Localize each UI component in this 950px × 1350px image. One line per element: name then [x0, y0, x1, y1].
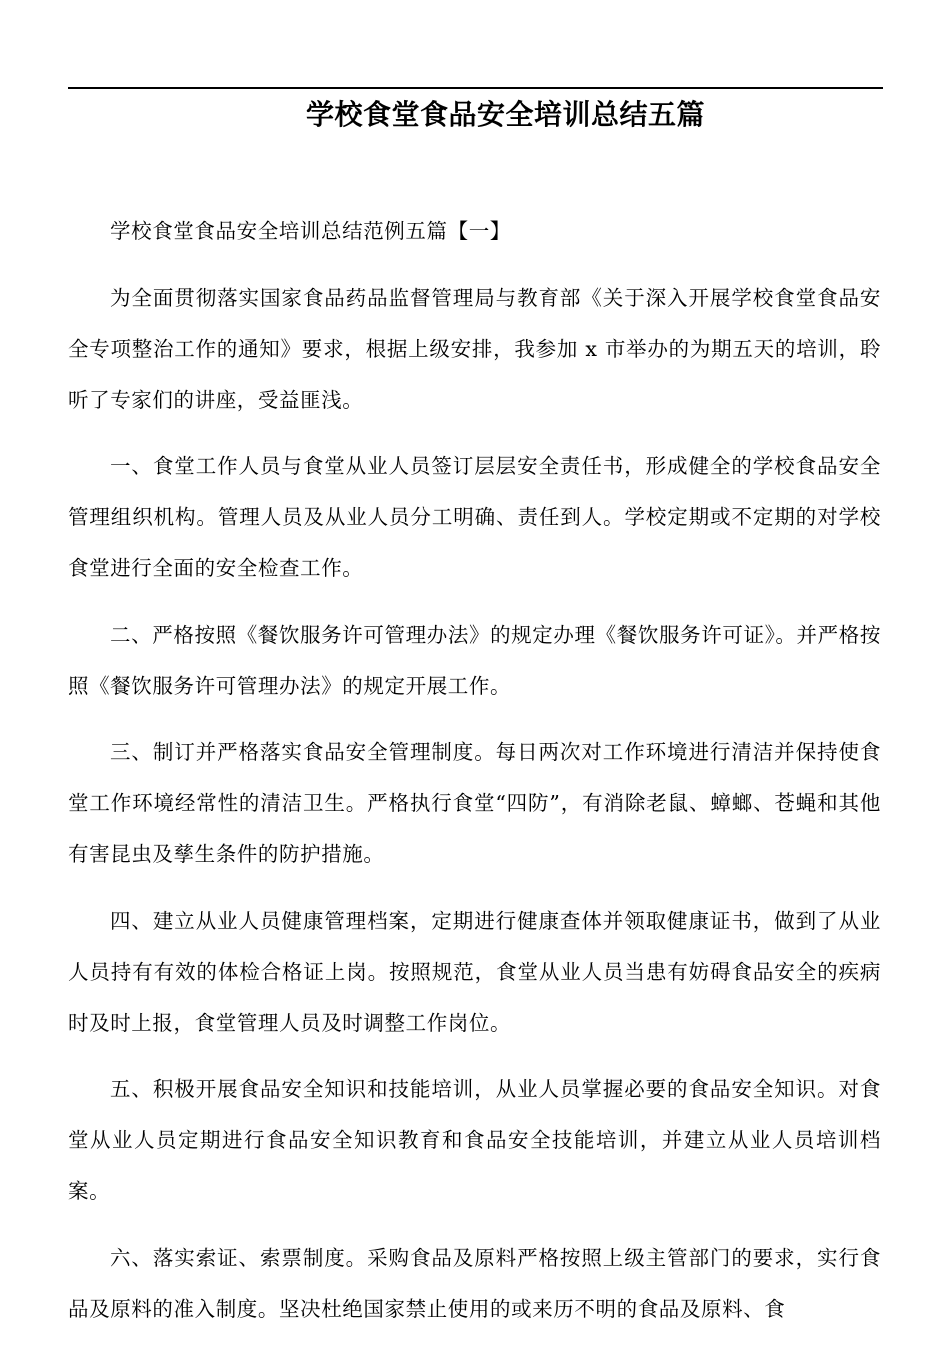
section-heading: 学校食堂食品安全培训总结范例五篇【一】 [110, 219, 511, 243]
intro-paragraph: 为全面贯彻落实国家食品药品监督管理局与教育部《关于深入开展学校食堂食品安全专项整治工作的通知》要求，根据上级安排，我参加 x 市举办的为期五天的培训，聆听了专家们的讲座，受益匪浅。 [68, 285, 881, 412]
paragraph-item-1: 一、食堂工作人员与食堂从业人员签订层层安全责任书，形成健全的学校食品安全管理组织机构。管理人员及从业人员分工明确、责任到人。学校定期或不定期的对学校食堂进行全面的安全检查工作。 [68, 454, 881, 580]
paragraph-item-6: 六、落实索证、索票制度。采购食品及原料严格按照上级主管部门的要求，实行食品及原料的准入制度。坚决杜绝国家禁止使用的或来历不明的食品及原料、食 [68, 1245, 881, 1321]
document-title: 学校食堂食品安全培训总结五篇 [305, 98, 705, 131]
paragraph-item-4: 四、建立从业人员健康管理档案，定期进行健康查体并领取健康证书，做到了从业人员持有有效的体检合格证上岗。按照规范，食堂从业人员当患有妨碍食品安全的疾病时及时上报，食堂管理人员及时调整工作岗位。 [68, 908, 881, 1035]
paragraph-item-5: 五、积极开展食品安全知识和技能培训，从业人员掌握必要的食品安全知识。对食堂从业人员定期进行食品安全知识教育和食品安全技能培训，并建立从业人员培训档案。 [68, 1077, 881, 1203]
document-body [68, 206, 881, 1350]
paragraph-item-2: 二、严格按照《餐饮服务许可管理办法》的规定办理《餐饮服务许可证》。并严格按照《餐饮服务许可管理办法》的规定开展工作。 [68, 622, 881, 698]
paragraph-item-3: 三、制订并严格落实食品安全管理制度。每日两次对工作环境进行清洁并保持使食堂工作环境经常性的清洁卫生。严格执行食堂“四防”，有消除老鼠、蟑螂、苍蝇和其他有害昆虫及孳生条件的防护措施。 [68, 740, 881, 866]
header-rule [68, 87, 883, 89]
